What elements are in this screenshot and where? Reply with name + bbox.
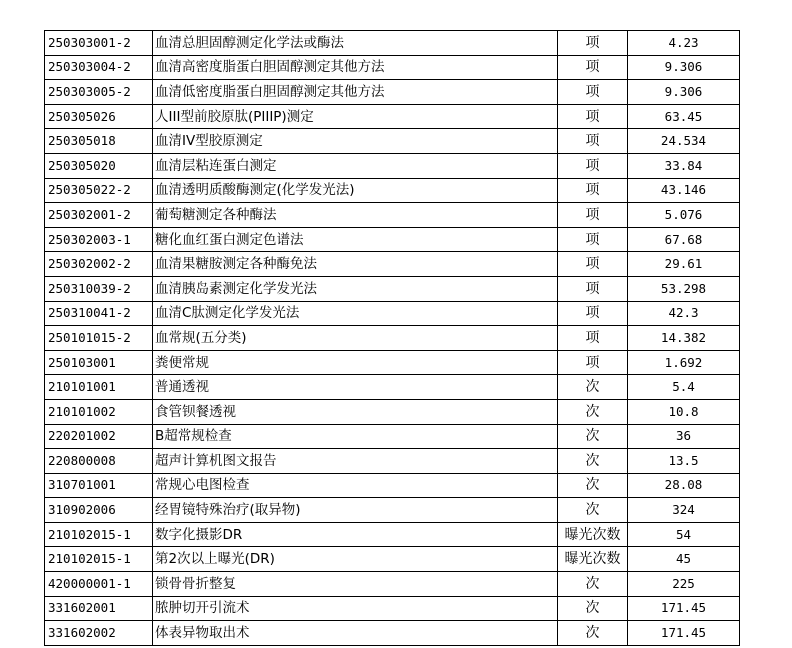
item-unit-cell: 次 xyxy=(558,572,628,597)
item-unit-cell: 项 xyxy=(558,227,628,252)
table-row xyxy=(45,572,740,597)
item-code-cell: 250310041-2 xyxy=(45,301,153,326)
item-unit-cell: 项 xyxy=(558,326,628,351)
item-code-cell: 250303005-2 xyxy=(45,80,153,105)
item-code-cell: 420000001-1 xyxy=(45,572,153,597)
item-name-cell: 锁骨骨折整复 xyxy=(153,572,558,597)
item-code-cell: 250310039-2 xyxy=(45,276,153,301)
fee-schedule-table xyxy=(44,30,740,646)
item-name-cell: 第2次以上曝光(DR) xyxy=(153,547,558,572)
item-name-cell: B超常规检查 xyxy=(153,424,558,449)
item-unit-cell: 项 xyxy=(558,153,628,178)
item-price-cell: 5.4 xyxy=(628,375,740,400)
item-unit-cell: 项 xyxy=(558,31,628,56)
item-price-cell: 9.306 xyxy=(628,80,740,105)
item-price-cell: 5.076 xyxy=(628,203,740,228)
item-unit-cell: 次 xyxy=(558,596,628,621)
item-unit-cell: 次 xyxy=(558,449,628,474)
table-row xyxy=(45,596,740,621)
item-code-cell: 250303004-2 xyxy=(45,55,153,80)
item-name-cell: 血清果糖胺测定各种酶免法 xyxy=(153,252,558,277)
table-row xyxy=(45,276,740,301)
item-name-cell: 血清高密度脂蛋白胆固醇测定其他方法 xyxy=(153,55,558,80)
item-price-cell: 53.298 xyxy=(628,276,740,301)
item-price-cell: 9.306 xyxy=(628,55,740,80)
item-code-cell: 250305018 xyxy=(45,129,153,154)
item-name-cell: 粪便常规 xyxy=(153,350,558,375)
item-code-cell: 250305020 xyxy=(45,153,153,178)
table-row xyxy=(45,104,740,129)
item-name-cell: 血清总胆固醇测定化学法或酶法 xyxy=(153,31,558,56)
item-price-cell: 33.84 xyxy=(628,153,740,178)
item-name-cell: 糖化血红蛋白测定色谱法 xyxy=(153,227,558,252)
item-price-cell: 14.382 xyxy=(628,326,740,351)
table-row xyxy=(45,31,740,56)
item-name-cell: 血清低密度脂蛋白胆固醇测定其他方法 xyxy=(153,80,558,105)
item-price-cell: 28.08 xyxy=(628,473,740,498)
item-name-cell: 血清C肽测定化学发光法 xyxy=(153,301,558,326)
table-row xyxy=(45,350,740,375)
item-unit-cell: 项 xyxy=(558,129,628,154)
item-price-cell: 324 xyxy=(628,498,740,523)
item-name-cell: 人III型前胶原肽(PIIIP)测定 xyxy=(153,104,558,129)
table-row xyxy=(45,522,740,547)
table-row xyxy=(45,129,740,154)
item-price-cell: 4.23 xyxy=(628,31,740,56)
item-code-cell: 250302003-1 xyxy=(45,227,153,252)
item-code-cell: 250305026 xyxy=(45,104,153,129)
item-name-cell: 数字化摄影DR xyxy=(153,522,558,547)
item-code-cell: 210101002 xyxy=(45,399,153,424)
table-row xyxy=(45,424,740,449)
item-price-cell: 1.692 xyxy=(628,350,740,375)
item-price-cell: 10.8 xyxy=(628,399,740,424)
item-price-cell: 42.3 xyxy=(628,301,740,326)
table-row xyxy=(45,449,740,474)
table-row xyxy=(45,473,740,498)
item-code-cell: 310902006 xyxy=(45,498,153,523)
item-code-cell: 220201002 xyxy=(45,424,153,449)
item-unit-cell: 次 xyxy=(558,473,628,498)
table-row xyxy=(45,621,740,646)
item-code-cell: 210101001 xyxy=(45,375,153,400)
item-unit-cell: 次 xyxy=(558,424,628,449)
item-name-cell: 脓肿切开引流术 xyxy=(153,596,558,621)
item-price-cell: 225 xyxy=(628,572,740,597)
fee-schedule-body xyxy=(45,31,740,646)
item-code-cell: 210102015-1 xyxy=(45,547,153,572)
item-unit-cell: 项 xyxy=(558,276,628,301)
table-row xyxy=(45,498,740,523)
item-name-cell: 血清IV型胶原测定 xyxy=(153,129,558,154)
item-price-cell: 43.146 xyxy=(628,178,740,203)
item-price-cell: 63.45 xyxy=(628,104,740,129)
item-unit-cell: 曝光次数 xyxy=(558,547,628,572)
item-name-cell: 血清透明质酸酶测定(化学发光法) xyxy=(153,178,558,203)
table-row xyxy=(45,326,740,351)
item-unit-cell: 次 xyxy=(558,399,628,424)
item-unit-cell: 项 xyxy=(558,301,628,326)
item-unit-cell: 曝光次数 xyxy=(558,522,628,547)
item-name-cell: 血清胰岛素测定化学发光法 xyxy=(153,276,558,301)
item-unit-cell: 项 xyxy=(558,80,628,105)
item-unit-cell: 项 xyxy=(558,178,628,203)
item-price-cell: 13.5 xyxy=(628,449,740,474)
item-unit-cell: 次 xyxy=(558,621,628,646)
item-unit-cell: 次 xyxy=(558,498,628,523)
item-code-cell: 250101015-2 xyxy=(45,326,153,351)
item-name-cell: 食管钡餐透视 xyxy=(153,399,558,424)
item-name-cell: 血清层粘连蛋白测定 xyxy=(153,153,558,178)
item-price-cell: 24.534 xyxy=(628,129,740,154)
item-code-cell: 250305022-2 xyxy=(45,178,153,203)
item-code-cell: 331602002 xyxy=(45,621,153,646)
item-code-cell: 210102015-1 xyxy=(45,522,153,547)
item-code-cell: 220800008 xyxy=(45,449,153,474)
item-unit-cell: 项 xyxy=(558,203,628,228)
item-price-cell: 45 xyxy=(628,547,740,572)
table-row xyxy=(45,203,740,228)
item-price-cell: 54 xyxy=(628,522,740,547)
table-row xyxy=(45,80,740,105)
item-price-cell: 36 xyxy=(628,424,740,449)
table-row xyxy=(45,301,740,326)
item-name-cell: 体表异物取出术 xyxy=(153,621,558,646)
item-code-cell: 310701001 xyxy=(45,473,153,498)
item-price-cell: 29.61 xyxy=(628,252,740,277)
table-row xyxy=(45,55,740,80)
item-price-cell: 67.68 xyxy=(628,227,740,252)
table-row xyxy=(45,547,740,572)
item-code-cell: 331602001 xyxy=(45,596,153,621)
item-code-cell: 250302002-2 xyxy=(45,252,153,277)
item-code-cell: 250303001-2 xyxy=(45,31,153,56)
item-name-cell: 经胃镜特殊治疗(取异物) xyxy=(153,498,558,523)
item-price-cell: 171.45 xyxy=(628,621,740,646)
table-row xyxy=(45,227,740,252)
item-name-cell: 超声计算机图文报告 xyxy=(153,449,558,474)
table-row xyxy=(45,252,740,277)
item-name-cell: 普通透视 xyxy=(153,375,558,400)
item-price-cell: 171.45 xyxy=(628,596,740,621)
item-unit-cell: 项 xyxy=(558,252,628,277)
table-row xyxy=(45,153,740,178)
item-unit-cell: 项 xyxy=(558,55,628,80)
table-row xyxy=(45,375,740,400)
item-unit-cell: 次 xyxy=(558,375,628,400)
item-name-cell: 葡萄糖测定各种酶法 xyxy=(153,203,558,228)
item-unit-cell: 项 xyxy=(558,350,628,375)
item-name-cell: 常规心电图检查 xyxy=(153,473,558,498)
item-code-cell: 250103001 xyxy=(45,350,153,375)
item-name-cell: 血常规(五分类) xyxy=(153,326,558,351)
table-row xyxy=(45,399,740,424)
item-unit-cell: 项 xyxy=(558,104,628,129)
table-row xyxy=(45,178,740,203)
item-code-cell: 250302001-2 xyxy=(45,203,153,228)
